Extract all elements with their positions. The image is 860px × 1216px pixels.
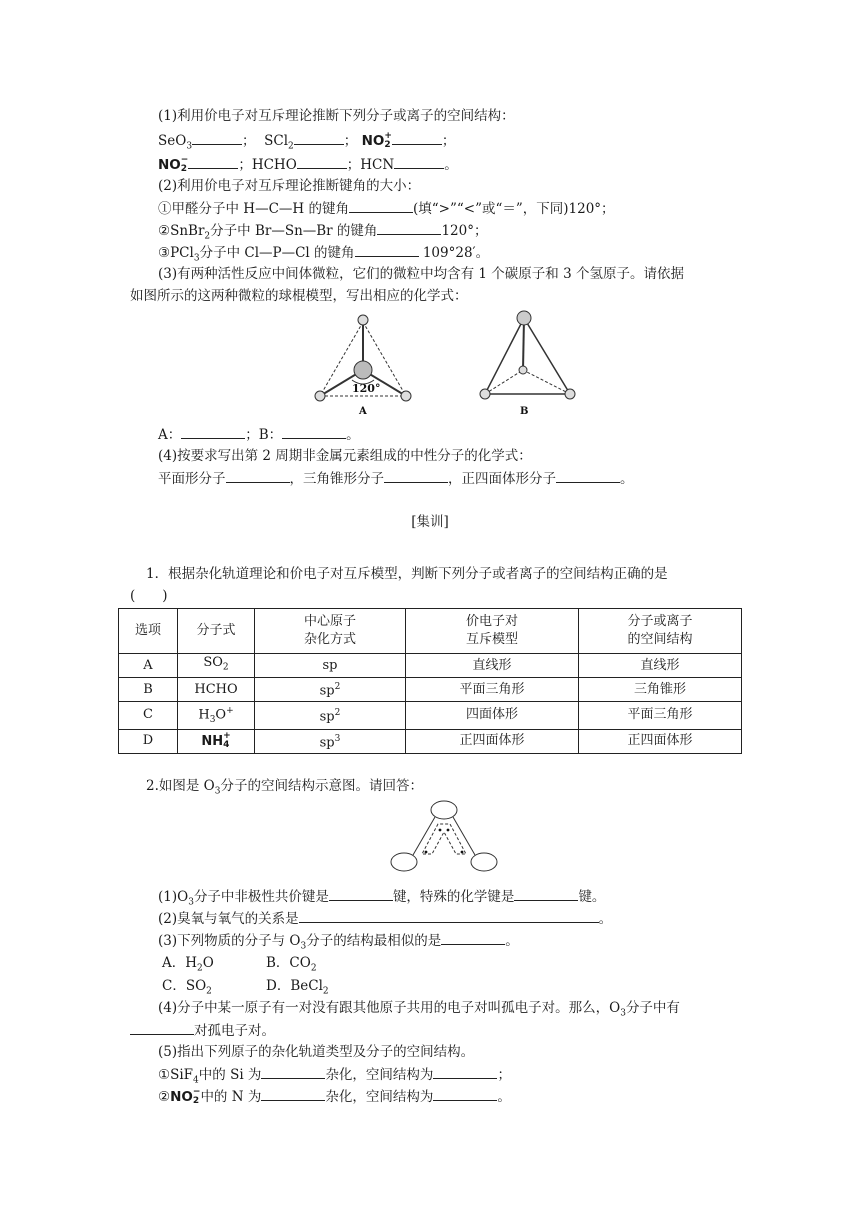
formula-no2-plus: NO+ 2	[361, 131, 392, 150]
cell-model: 直线形	[406, 654, 579, 678]
answer-blank[interactable]	[384, 468, 448, 483]
formula-no2-minus: NO− 2	[170, 1087, 201, 1106]
cell-hybrid: sp	[255, 654, 406, 678]
header-model: 价电子对 互斥模型	[406, 609, 579, 654]
answer-blank[interactable]	[282, 424, 346, 439]
q3-answers: A： ；B： 。	[158, 424, 360, 445]
answer-blank[interactable]	[377, 220, 441, 235]
q2-a: ①甲醛分子中 H—C—H 的键角 (填“>”“<”或“＝”，下同)120°；	[158, 198, 615, 219]
choice-c[interactable]: C．$SO_2$	[162, 978, 212, 997]
cell-model: 四面体形	[406, 702, 579, 730]
cell-shape: 三角锥形	[579, 678, 742, 702]
cell-shape: 平面三角形	[579, 702, 742, 730]
ozone-diagram	[388, 798, 500, 876]
choice-b[interactable]: B．$CO_2$	[266, 955, 317, 974]
q2-intro: (2)利用价电子对互斥理论推断键角的大小：	[158, 178, 421, 194]
q2-p1: $(1)O_3$分子中非极性共价键是 键，特殊的化学键是 键。	[158, 886, 605, 913]
cell-formula: $SO_2$	[178, 654, 255, 678]
answer-blank[interactable]	[261, 1064, 325, 1079]
cell-model: 正四面体形	[406, 729, 579, 753]
q2-c: ③PCl$_3$分子中 Cl—P—Cl 的键角 109°28′。	[158, 242, 489, 269]
question1-stem: 1．根据杂化轨道理论和价电子对互斥模型，判断下列分子或者离子的空间结构正确的是	[146, 566, 668, 582]
cell-formula: HCHO	[178, 678, 255, 702]
cell-shape: 正四面体形	[579, 729, 742, 753]
header-hybrid: 中心原子 杂化方式	[255, 609, 406, 654]
q2-p5-b: ②NO− 2中的 N 为 杂化，空间结构为 。	[158, 1087, 511, 1106]
answer-blank[interactable]	[188, 154, 238, 169]
answer-blank[interactable]	[297, 154, 347, 169]
header-option: 选项	[119, 609, 178, 654]
options-table	[118, 608, 742, 754]
table-row	[119, 729, 742, 753]
answer-blank[interactable]	[349, 198, 413, 213]
answer-blank[interactable]	[192, 130, 242, 145]
cell-formula: NH+ 4	[178, 729, 255, 753]
formula-seo3: SeO$_3$	[158, 133, 193, 152]
answer-blank[interactable]	[294, 130, 344, 145]
q1-intro: (1)利用价电子对互斥理论推断下列分子或离子的空间结构：	[158, 108, 515, 124]
cell-option: B	[119, 678, 178, 702]
table-row	[119, 702, 742, 730]
answer-blank[interactable]	[433, 1086, 497, 1101]
q3-line2: 如图所示的这两种微粒的球棍模型，写出相应的化学式：	[130, 288, 468, 304]
question1-paren: ( )	[130, 588, 168, 604]
model-b	[480, 311, 575, 399]
cell-option: A	[119, 654, 178, 678]
table-row	[119, 678, 742, 702]
cell-hybrid: $sp^3$	[255, 729, 406, 753]
table-header-row	[119, 609, 742, 654]
answer-blank[interactable]	[261, 1086, 325, 1101]
header-formula: 分子式	[178, 609, 255, 654]
q3-line1: (3)有两种活性反应中间体微粒，它们的微粒中均含有 1 个碳原子和 3 个氢原子。请依据	[158, 266, 684, 282]
q2-p3: (3)下列物质的分子与 $O_3$分子的结构最相似的是 。	[158, 930, 519, 957]
q2-b: ②SnBr$_2$分子中 Br—Sn—Br 的键角 120°；	[158, 220, 487, 247]
q2-p4-line1: (4)分子中某一原子有一对没有跟其他原子共用的电子对叫孤电子对。那么，$O_3$分子中有	[158, 1000, 680, 1019]
choice-a[interactable]: A．$H_2O$	[162, 955, 214, 974]
angle-label: 120°	[352, 382, 381, 395]
table-row	[119, 654, 742, 678]
q2-p4-line2: 对孤电子对。	[130, 1020, 275, 1041]
cell-hybrid: $sp^2$	[255, 702, 406, 730]
answer-blank[interactable]	[130, 1020, 194, 1035]
q4-intro: (4)按要求写出第 2 周期非金属元素组成的中性分子的化学式：	[158, 448, 532, 464]
answer-blank[interactable]	[329, 886, 393, 901]
q1-row1: SeO$_3$ ； SCl$_2$ ； NO+ 2 ；	[158, 131, 456, 152]
q4-line: 平面形分子 ，三角锥形分子 ，正四面体形分子 。	[158, 468, 634, 489]
formula-no2-minus: NO− 2	[158, 155, 189, 174]
answer-blank[interactable]	[441, 930, 505, 945]
answer-blank[interactable]	[394, 154, 444, 169]
answer-blank[interactable]	[226, 468, 290, 483]
answer-blank[interactable]	[433, 1064, 497, 1079]
question2-stem: 2.如图是 $O_3$分子的空间结构示意图。请回答：	[146, 778, 423, 797]
ball-stick-models	[300, 306, 580, 418]
cell-option: D	[119, 729, 178, 753]
answer-blank[interactable]	[392, 130, 442, 145]
q2-p2: (2)臭氧与氧气的关系是 。	[158, 908, 612, 929]
answer-blank[interactable]	[514, 886, 578, 901]
cell-formula: $H_3O^+$	[178, 702, 255, 730]
cell-model: 平面三角形	[406, 678, 579, 702]
answer-blank[interactable]	[355, 242, 419, 257]
choice-d[interactable]: D．BeCl$_2$	[266, 978, 329, 997]
q2-p5-a: ①SiF$_4$中的 Si 为 杂化，空间结构为 ；	[158, 1064, 511, 1091]
answer-blank[interactable]	[299, 908, 599, 923]
cell-shape: 直线形	[579, 654, 742, 678]
answer-blank[interactable]	[556, 468, 620, 483]
model-a-label: A	[359, 406, 367, 417]
header-shape: 分子或离子 的空间结构	[579, 609, 742, 654]
q1-row2: NO− 2 ；HCHO ；HCN 。	[158, 155, 458, 174]
cell-option: C	[119, 702, 178, 730]
model-b-label: B	[520, 406, 529, 417]
q2-p5: (5)指出下列原子的杂化轨道类型及分子的空间结构。	[158, 1044, 475, 1060]
answer-blank[interactable]	[181, 424, 245, 439]
cell-hybrid: $sp^2$	[255, 678, 406, 702]
section-heading: [集训]	[411, 514, 449, 530]
